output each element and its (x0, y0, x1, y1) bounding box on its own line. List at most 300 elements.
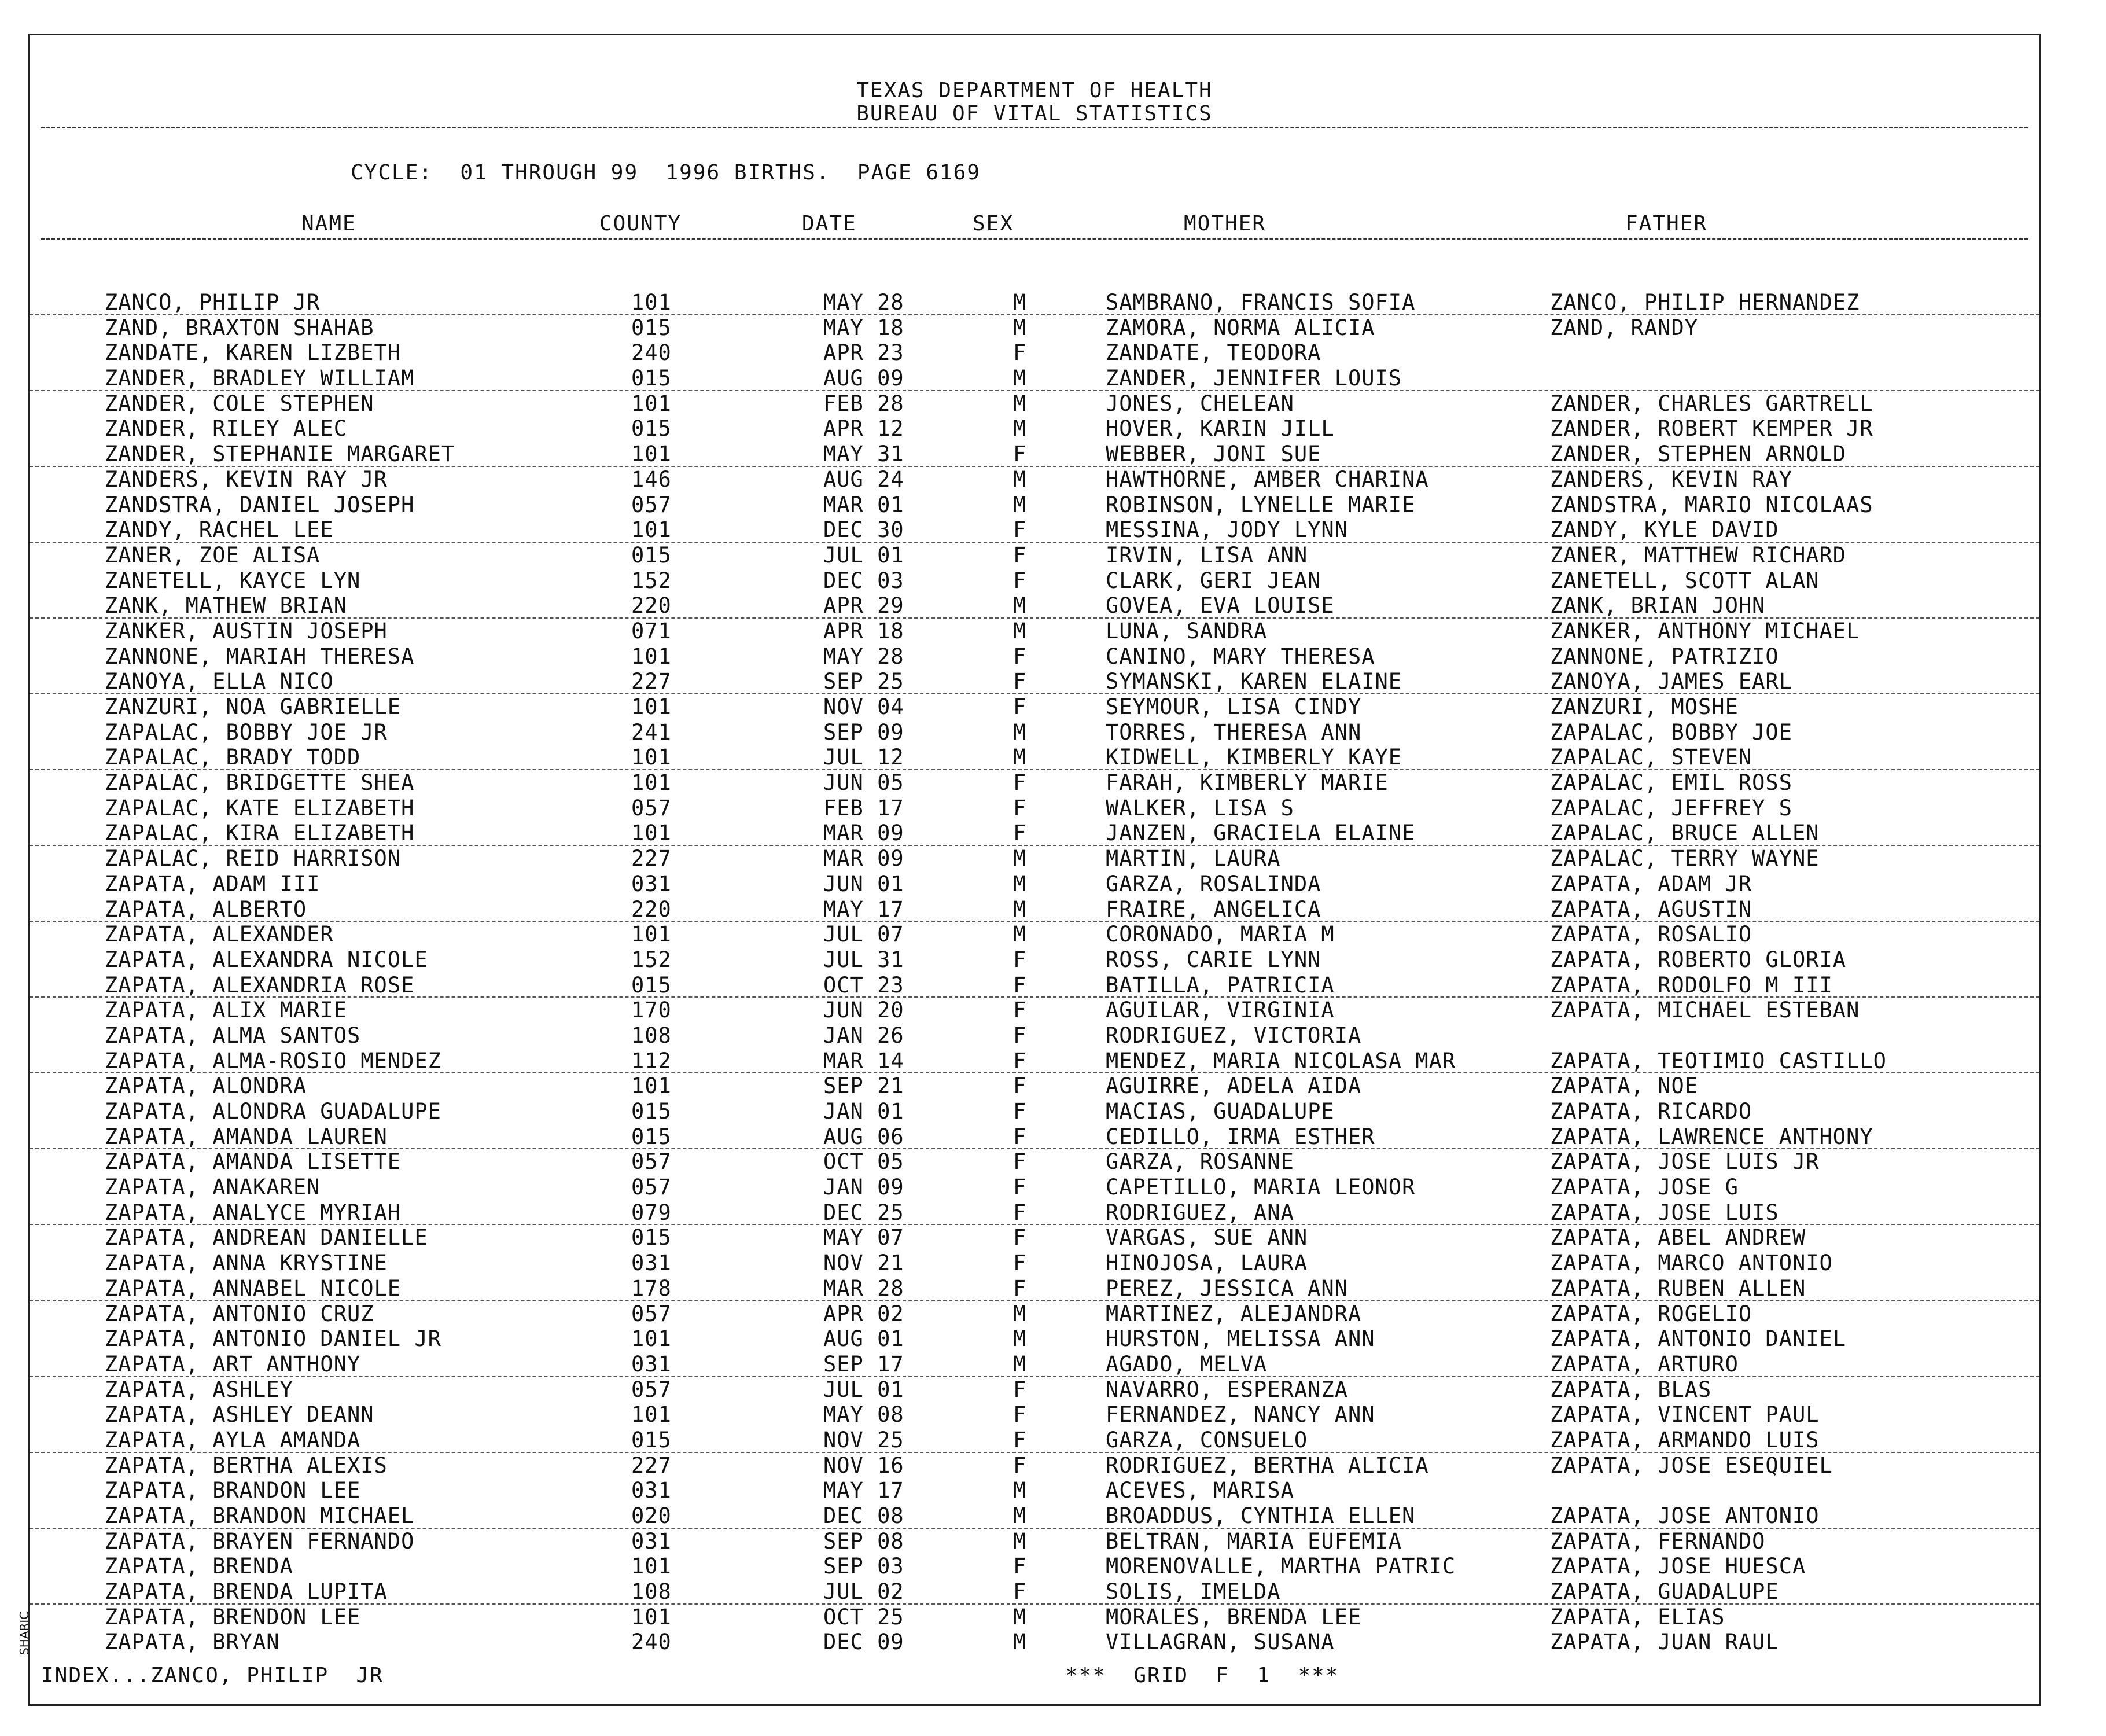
table-row (30, 947, 2039, 973)
cell-father: ZAPATA, MICHAEL ESTEBAN (1550, 998, 1860, 1023)
column-header-county: COUNTY (599, 212, 682, 236)
cell-county: 152 (631, 568, 672, 593)
cell-county: 146 (631, 466, 672, 492)
cell-mother: GARZA, CONSUELO (1106, 1427, 1308, 1452)
cell-name: ZAPATA, ALEXANDRA NICOLE (105, 947, 428, 972)
grid-footer: *** GRID F 1 *** (1065, 1664, 1339, 1687)
table-row (30, 770, 2039, 796)
table-row (30, 846, 2039, 871)
cell-mother: AGUILAR, VIRGINIA (1106, 998, 1335, 1023)
cell-county: 031 (631, 871, 672, 896)
cell-sex: F (1013, 442, 1027, 467)
table-row (30, 416, 2039, 442)
cell-father: ZAPATA, ROGELIO (1550, 1301, 1752, 1326)
cell-name: ZAPALAC, BRADY TODD (105, 745, 361, 770)
cell-father: ZANK, BRIAN JOHN (1550, 593, 1766, 619)
cell-date: MAY 28 (823, 643, 904, 669)
table-row (30, 1099, 2039, 1124)
cell-date: SEP 09 (823, 719, 904, 745)
cell-date: AUG 06 (823, 1124, 904, 1149)
table-row (30, 340, 2039, 366)
cell-father: ZAPATA, ARMANDO LUIS (1550, 1427, 1820, 1452)
cell-county: 101 (631, 442, 672, 467)
cell-county: 101 (631, 1326, 672, 1352)
cell-date: APR 18 (823, 618, 904, 643)
cell-sex: F (1013, 1225, 1027, 1250)
table-row (30, 290, 2039, 315)
cell-county: 015 (631, 1099, 672, 1124)
cell-name: ZANDATE, KAREN LIZBETH (105, 340, 402, 366)
cell-sex: M (1013, 1630, 1027, 1655)
cell-mother: CEDILLO, IRMA ESTHER (1106, 1124, 1375, 1149)
table-row (30, 1023, 2039, 1049)
table-row (30, 1326, 2039, 1352)
cell-sex: M (1013, 618, 1027, 643)
cell-county: 031 (631, 1528, 672, 1554)
table-row (30, 897, 2039, 922)
column-header-rule (41, 238, 2028, 240)
cell-date: OCT 25 (823, 1604, 904, 1630)
cell-father: ZANETELL, SCOTT ALAN (1550, 568, 1820, 593)
cell-mother: LUNA, SANDRA (1106, 618, 1268, 643)
cell-county: 112 (631, 1048, 672, 1073)
cell-date: JUL 01 (823, 1377, 904, 1402)
cell-county: 057 (631, 795, 672, 821)
table-row (30, 517, 2039, 543)
cell-name: ZANER, ZOE ALISA (105, 542, 321, 568)
cell-mother: MENDEZ, MARIA NICOLASA MAR (1106, 1048, 1456, 1073)
cell-date: JUN 01 (823, 871, 904, 896)
cell-county: 015 (631, 416, 672, 442)
cell-mother: PEREZ, JESSICA ANN (1106, 1275, 1348, 1301)
cell-sex: M (1013, 466, 1027, 492)
cell-name: ZANDER, COLE STEPHEN (105, 391, 374, 416)
table-row (30, 1428, 2039, 1453)
cell-mother: CORONADO, MARIA M (1106, 922, 1335, 947)
cell-sex: M (1013, 1301, 1027, 1326)
table-row (30, 1554, 2039, 1579)
cell-father: ZAPATA, JOSE LUIS (1550, 1200, 1779, 1225)
cell-sex: F (1013, 517, 1027, 543)
cell-father: ZAPATA, ELIAS (1550, 1604, 1725, 1630)
cell-mother: CANINO, MARY THERESA (1106, 643, 1375, 669)
cell-name: ZAPATA, ALMA-ROSIO MENDEZ (105, 1048, 441, 1073)
cell-county: 152 (631, 947, 672, 972)
cell-sex: F (1013, 1579, 1027, 1605)
cell-name: ZANZURI, NOA GABRIELLE (105, 694, 402, 719)
cell-date: SEP 08 (823, 1528, 904, 1554)
cell-name: ZAPALAC, BRIDGETTE SHEA (105, 770, 415, 796)
cell-date: FEB 17 (823, 795, 904, 821)
cell-sex: M (1013, 922, 1027, 947)
cell-father: ZANNONE, PATRIZIO (1550, 643, 1779, 669)
cell-county: 178 (631, 1275, 672, 1301)
cell-mother: JONES, CHELEAN (1106, 391, 1294, 416)
table-row (30, 1124, 2039, 1150)
table-row (30, 391, 2039, 417)
cell-mother: CAPETILLO, MARIA LEONOR (1106, 1175, 1416, 1200)
table-row (30, 1377, 2039, 1403)
cell-date: JAN 26 (823, 1023, 904, 1048)
cell-sex: F (1013, 998, 1027, 1023)
cell-father: ZAPATA, ARTURO (1550, 1351, 1739, 1377)
cell-name: ZAPATA, BRANDON LEE (105, 1478, 361, 1503)
cell-name: ZAPALAC, BOBBY JOE JR (105, 719, 388, 745)
cell-father: ZAPATA, ROSALIO (1550, 922, 1752, 947)
cell-father: ZAPALAC, EMIL ROSS (1550, 770, 1792, 796)
cell-county: 227 (631, 669, 672, 694)
cell-mother: MARTIN, LAURA (1106, 846, 1281, 871)
cell-date: APR 12 (823, 416, 904, 442)
cell-date: DEC 08 (823, 1503, 904, 1528)
header-rule (41, 127, 2028, 128)
cell-sex: F (1013, 1048, 1027, 1073)
cell-date: MAY 17 (823, 896, 904, 922)
cell-county: 071 (631, 618, 672, 643)
cell-county: 227 (631, 846, 672, 871)
cell-county: 101 (631, 391, 672, 416)
cell-father: ZANDER, STEPHEN ARNOLD (1550, 442, 1847, 467)
cell-mother: MESSINA, JODY LYNN (1106, 517, 1348, 543)
table-row (30, 1605, 2039, 1630)
cell-county: 020 (631, 1503, 672, 1528)
cell-mother: SEYMOUR, LISA CINDY (1106, 694, 1362, 719)
cell-sex: F (1013, 770, 1027, 796)
cell-mother: VARGAS, SUE ANN (1106, 1225, 1308, 1250)
cell-sex: F (1013, 694, 1027, 719)
index-footer: INDEX...ZANCO, PHILIP JR (41, 1664, 384, 1687)
cell-father: ZAPATA, JUAN RAUL (1550, 1630, 1779, 1655)
cell-father: ZANKER, ANTHONY MICHAEL (1550, 618, 1860, 643)
table-row (30, 1630, 2039, 1655)
cell-mother: ZANDATE, TEODORA (1106, 340, 1321, 366)
cell-mother: HURSTON, MELISSA ANN (1106, 1326, 1375, 1352)
cell-county: 101 (631, 694, 672, 719)
cell-county: 101 (631, 1554, 672, 1579)
column-header-date: DATE (802, 212, 857, 236)
cell-sex: F (1013, 669, 1027, 694)
cell-date: APR 02 (823, 1301, 904, 1326)
cell-name: ZANCO, PHILIP JR (105, 290, 321, 315)
cell-father: ZANOYA, JAMES EARL (1550, 669, 1792, 694)
cell-name: ZAPATA, ANDREAN DANIELLE (105, 1225, 428, 1250)
table-row (30, 492, 2039, 518)
cell-mother: ZAMORA, NORMA ALICIA (1106, 315, 1375, 340)
cell-father: ZAPALAC, BRUCE ALLEN (1550, 821, 1820, 846)
bureau-title: BUREAU OF VITAL STATISTICS (856, 102, 1213, 126)
cell-father: ZAPATA, RICARDO (1550, 1099, 1752, 1124)
cell-mother: ACEVES, MARISA (1106, 1478, 1294, 1503)
cell-county: 240 (631, 1630, 672, 1655)
cell-sex: F (1013, 947, 1027, 972)
cell-father: ZAPATA, ROBERTO GLORIA (1550, 947, 1847, 972)
cell-name: ZAPATA, AYLA AMANDA (105, 1427, 361, 1452)
cell-date: MAY 31 (823, 442, 904, 467)
cell-name: ZAPATA, ANALYCE MYRIAH (105, 1200, 402, 1225)
cell-sex: M (1013, 846, 1027, 871)
cell-mother: RODRIGUEZ, VICTORIA (1106, 1023, 1362, 1048)
table-row (30, 1276, 2039, 1301)
cell-name: ZAPATA, BRANDON MICHAEL (105, 1503, 415, 1528)
cell-mother: ROSS, CARIE LYNN (1106, 947, 1321, 972)
cell-name: ZAPATA, BRYAN (105, 1630, 280, 1655)
cell-date: APR 23 (823, 340, 904, 366)
cell-name: ZAPATA, ALBERTO (105, 896, 307, 922)
cell-father: ZAPATA, RODOLFO M III (1550, 972, 1833, 998)
cell-date: MAY 07 (823, 1225, 904, 1250)
table-row (30, 1250, 2039, 1276)
cell-county: 015 (631, 972, 672, 998)
cell-date: FEB 28 (823, 391, 904, 416)
cell-sex: F (1013, 542, 1027, 568)
cell-date: MAY 17 (823, 1478, 904, 1503)
cell-name: ZANDSTRA, DANIEL JOSEPH (105, 492, 415, 517)
cell-mother: WEBBER, JONI SUE (1106, 442, 1321, 467)
cell-county: 227 (631, 1452, 672, 1478)
cell-name: ZAPATA, AMANDA LISETTE (105, 1149, 402, 1175)
table-row (30, 1073, 2039, 1099)
cell-date: AUG 24 (823, 466, 904, 492)
cell-county: 101 (631, 643, 672, 669)
cell-sex: M (1013, 719, 1027, 745)
table-row (30, 467, 2039, 492)
cell-sex: F (1013, 821, 1027, 846)
cell-date: NOV 21 (823, 1250, 904, 1276)
table-row (30, 1453, 2039, 1478)
cell-mother: VILLAGRAN, SUSANA (1106, 1630, 1335, 1655)
cell-name: ZAPATA, BRAYEN FERNANDO (105, 1528, 415, 1554)
cell-date: MAR 01 (823, 492, 904, 517)
cell-father: ZAPALAC, STEVEN (1550, 745, 1752, 770)
cell-father: ZANDERS, KEVIN RAY (1550, 466, 1792, 492)
table-row (30, 1529, 2039, 1554)
cell-mother: ROBINSON, LYNELLE MARIE (1106, 492, 1416, 517)
cell-date: MAY 08 (823, 1402, 904, 1428)
column-header-name: NAME (301, 212, 356, 236)
cell-father: ZANER, MATTHEW RICHARD (1550, 542, 1847, 568)
cell-date: DEC 09 (823, 1630, 904, 1655)
cell-father: ZAPATA, JOSE LUIS JR (1550, 1149, 1820, 1175)
cell-father: ZAPATA, JOSE G (1550, 1175, 1739, 1200)
cell-sex: F (1013, 1377, 1027, 1402)
cell-mother: FARAH, KIMBERLY MARIE (1106, 770, 1389, 796)
cell-mother: GARZA, ROSALINDA (1106, 871, 1321, 896)
cell-date: NOV 25 (823, 1427, 904, 1452)
cell-date: MAR 28 (823, 1275, 904, 1301)
cell-sex: M (1013, 391, 1027, 416)
cell-name: ZANNONE, MARIAH THERESA (105, 643, 415, 669)
table-row (30, 315, 2039, 341)
cell-name: ZANETELL, KAYCE LYN (105, 568, 361, 593)
column-header-mother: MOTHER (1184, 212, 1266, 236)
cell-sex: M (1013, 1528, 1027, 1554)
cell-mother: CLARK, GERI JEAN (1106, 568, 1321, 593)
cell-date: OCT 05 (823, 1149, 904, 1175)
cell-mother: RODRIGUEZ, BERTHA ALICIA (1106, 1452, 1429, 1478)
cell-sex: M (1013, 315, 1027, 340)
cell-mother: MACIAS, GUADALUPE (1106, 1099, 1335, 1124)
cell-name: ZAPATA, ANAKAREN (105, 1175, 321, 1200)
cell-mother: ZANDER, JENNIFER LOUIS (1106, 366, 1402, 391)
table-row (30, 720, 2039, 745)
cell-date: JUN 20 (823, 998, 904, 1023)
cell-sex: M (1013, 1326, 1027, 1352)
cell-mother: BROADDUS, CYNTHIA ELLEN (1106, 1503, 1416, 1528)
cell-county: 241 (631, 719, 672, 745)
cell-sex: F (1013, 1402, 1027, 1428)
cell-mother: HOVER, KARIN JILL (1106, 416, 1335, 442)
cell-county: 220 (631, 896, 672, 922)
column-header-sex: SEX (973, 212, 1014, 236)
cell-sex: F (1013, 795, 1027, 821)
cell-county: 101 (631, 290, 672, 315)
table-row (30, 1478, 2039, 1503)
cell-county: 015 (631, 1427, 672, 1452)
cell-sex: F (1013, 1275, 1027, 1301)
cell-sex: F (1013, 1099, 1027, 1124)
cell-father: ZAPATA, NOE (1550, 1073, 1699, 1099)
cell-father: ZAPATA, LAWRENCE ANTHONY (1550, 1124, 1873, 1149)
cell-date: JUL 31 (823, 947, 904, 972)
cell-name: ZAPATA, ALEXANDRIA ROSE (105, 972, 415, 998)
cell-date: APR 29 (823, 593, 904, 619)
cell-county: 057 (631, 492, 672, 517)
table-row (30, 366, 2039, 391)
cell-name: ZANDY, RACHEL LEE (105, 517, 334, 543)
cell-county: 015 (631, 366, 672, 391)
cell-name: ZAPATA, BRENDON LEE (105, 1604, 361, 1630)
cell-mother: BELTRAN, MARIA EUFEMIA (1106, 1528, 1402, 1554)
table-row (30, 568, 2039, 594)
cell-father: ZAPATA, ADAM JR (1550, 871, 1752, 896)
cell-father: ZAPATA, AGUSTIN (1550, 896, 1752, 922)
births-table (30, 290, 2039, 1655)
cell-date: MAR 09 (823, 846, 904, 871)
cell-date: DEC 25 (823, 1200, 904, 1225)
table-row (30, 796, 2039, 821)
cell-county: 101 (631, 922, 672, 947)
table-row (30, 694, 2039, 720)
cell-date: NOV 16 (823, 1452, 904, 1478)
cell-name: ZAPATA, ANTONIO CRUZ (105, 1301, 374, 1326)
cell-mother: GARZA, ROSANNE (1106, 1149, 1294, 1175)
table-row (30, 973, 2039, 998)
cell-mother: SOLIS, IMELDA (1106, 1579, 1281, 1605)
cell-county: 057 (631, 1149, 672, 1175)
cell-county: 101 (631, 517, 672, 543)
cell-name: ZANDER, RILEY ALEC (105, 416, 347, 442)
cell-father: ZAPATA, FERNANDO (1550, 1528, 1766, 1554)
cell-father: ZANZURI, MOSHE (1550, 694, 1739, 719)
table-row (30, 871, 2039, 897)
department-title: TEXAS DEPARTMENT OF HEALTH (856, 79, 1213, 102)
side-stamp (0, 1611, 31, 1707)
table-row (30, 1225, 2039, 1250)
cell-sex: F (1013, 1023, 1027, 1048)
cell-county: 015 (631, 1124, 672, 1149)
cell-name: ZAND, BRAXTON SHAHAB (105, 315, 374, 340)
cell-father: ZAPATA, RUBEN ALLEN (1550, 1275, 1806, 1301)
cell-date: JAN 09 (823, 1175, 904, 1200)
cell-county: 015 (631, 315, 672, 340)
cell-sex: F (1013, 568, 1027, 593)
cell-county: 015 (631, 1225, 672, 1250)
side-stamp-text: SHARIC (17, 1611, 31, 1655)
cell-sex: M (1013, 492, 1027, 517)
cell-name: ZAPALAC, KATE ELIZABETH (105, 795, 415, 821)
cell-county: 031 (631, 1250, 672, 1276)
cell-name: ZAPATA, BERTHA ALEXIS (105, 1452, 388, 1478)
cell-date: MAR 09 (823, 821, 904, 846)
cell-date: AUG 09 (823, 366, 904, 391)
cell-sex: M (1013, 896, 1027, 922)
cell-date: MAY 18 (823, 315, 904, 340)
cell-mother: RODRIGUEZ, ANA (1106, 1200, 1294, 1225)
cell-mother: HINOJOSA, LAURA (1106, 1250, 1308, 1276)
cell-name: ZAPATA, ASHLEY (105, 1377, 293, 1402)
column-header-father: FATHER (1625, 212, 1708, 236)
cell-name: ZANOYA, ELLA NICO (105, 669, 334, 694)
table-row (30, 619, 2039, 644)
table-row (30, 1175, 2039, 1200)
cell-father: ZAPALAC, JEFFREY S (1550, 795, 1792, 821)
cell-father: ZAPALAC, TERRY WAYNE (1550, 846, 1820, 871)
cell-name: ZAPATA, ART ANTHONY (105, 1351, 361, 1377)
cell-date: JUL 01 (823, 542, 904, 568)
cell-sex: M (1013, 290, 1027, 315)
table-row (30, 1402, 2039, 1428)
cell-sex: F (1013, 1149, 1027, 1175)
cell-sex: M (1013, 1604, 1027, 1630)
cell-mother: SAMBRANO, FRANCIS SOFIA (1106, 290, 1416, 315)
cell-date: JUL 12 (823, 745, 904, 770)
cell-mother: BATILLA, PATRICIA (1106, 972, 1335, 998)
cell-father: ZAPATA, ANTONIO DANIEL (1550, 1326, 1847, 1352)
cell-name: ZAPATA, ASHLEY DEANN (105, 1402, 374, 1428)
table-row (30, 922, 2039, 947)
cell-county: 220 (631, 593, 672, 619)
cell-mother: GOVEA, EVA LOUISE (1106, 593, 1335, 619)
cell-date: SEP 25 (823, 669, 904, 694)
cell-father: ZANDSTRA, MARIO NICOLAAS (1550, 492, 1873, 517)
table-row (30, 1503, 2039, 1529)
cell-name: ZANKER, AUSTIN JOSEPH (105, 618, 388, 643)
cell-county: 101 (631, 745, 672, 770)
cell-father: ZANDER, CHARLES GARTRELL (1550, 391, 1873, 416)
cell-name: ZAPALAC, KIRA ELIZABETH (105, 821, 415, 846)
cell-sex: M (1013, 1351, 1027, 1377)
cell-name: ZAPATA, ADAM III (105, 871, 321, 896)
cell-mother: KIDWELL, KIMBERLY KAYE (1106, 745, 1402, 770)
cell-name: ZAPATA, ALIX MARIE (105, 998, 347, 1023)
cycle-line: CYCLE: 01 THROUGH 99 1996 BIRTHS. PAGE 6169 (351, 161, 981, 185)
cell-date: JUL 02 (823, 1579, 904, 1605)
cell-mother: TORRES, THERESA ANN (1106, 719, 1362, 745)
cell-mother: FERNANDEZ, NANCY ANN (1106, 1402, 1375, 1428)
cell-mother: HAWTHORNE, AMBER CHARINA (1106, 466, 1429, 492)
cell-county: 031 (631, 1351, 672, 1377)
cell-mother: NAVARRO, ESPERANZA (1106, 1377, 1348, 1402)
cell-father: ZAPATA, BLAS (1550, 1377, 1712, 1402)
cell-sex: F (1013, 1452, 1027, 1478)
cell-father: ZANCO, PHILIP HERNANDEZ (1550, 290, 1860, 315)
table-row (30, 1149, 2039, 1175)
cell-name: ZANDER, STEPHANIE MARGARET (105, 442, 455, 467)
table-row (30, 543, 2039, 568)
cell-father: ZAPATA, JOSE ESEQUIEL (1550, 1452, 1833, 1478)
cell-name: ZAPATA, ANTONIO DANIEL JR (105, 1326, 441, 1352)
cell-mother: WALKER, LISA S (1106, 795, 1294, 821)
